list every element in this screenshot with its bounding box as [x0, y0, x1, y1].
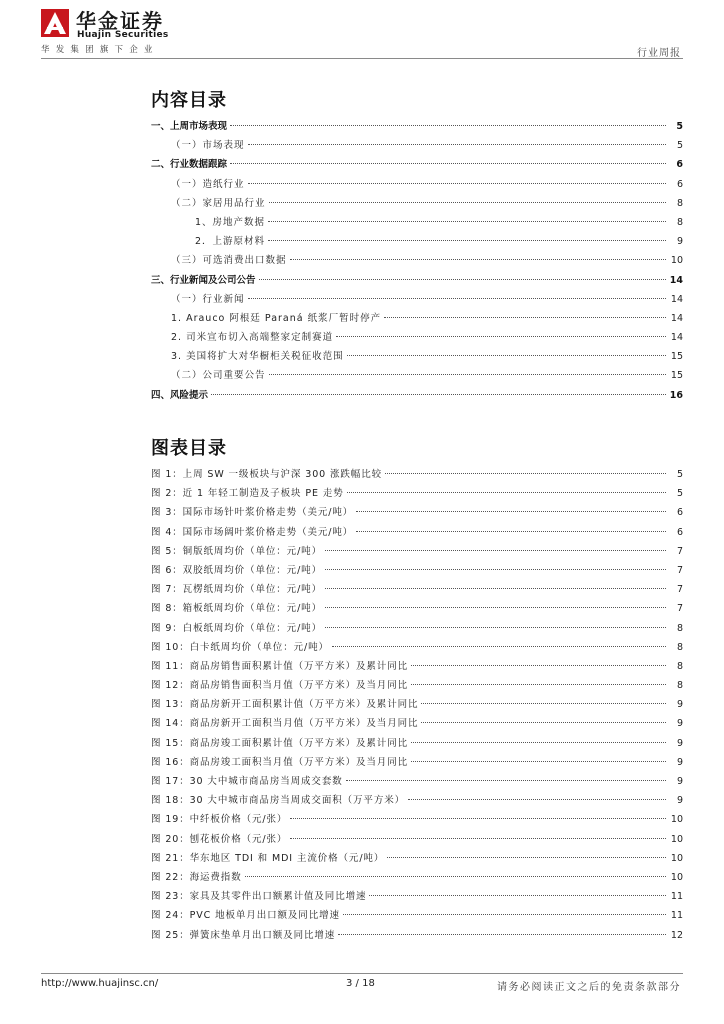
- figure-entry[interactable]: [151, 677, 683, 696]
- figure-entry-page: 8: [676, 622, 683, 634]
- toc-entry-page: 14: [670, 332, 683, 344]
- figure-entry[interactable]: [151, 831, 683, 850]
- toc-entry-page: 10: [670, 255, 683, 267]
- dot-leader: [411, 684, 666, 685]
- toc-entry-text: （一）行业新闻: [171, 293, 245, 305]
- dot-leader: [347, 492, 666, 493]
- figure-entry-text: 图 18：30 大中城市商品房当周成交面积（万平方米）: [151, 795, 406, 807]
- figure-entry-text: 图 16：商品房竣工面积当月值（万平方米）及当月同比: [151, 756, 409, 768]
- dot-leader: [384, 317, 666, 318]
- dot-leader: [421, 703, 666, 704]
- figure-entry[interactable]: [151, 811, 683, 830]
- figure-entry-page: 9: [676, 699, 683, 711]
- toc-entry[interactable]: [151, 156, 683, 175]
- dot-leader: [248, 144, 666, 145]
- figure-entry-page: 9: [676, 756, 683, 768]
- toc-entry-page: 9: [676, 236, 683, 248]
- figure-entry-page: 11: [670, 891, 683, 903]
- figure-entry-text: 图 6：双胶纸周均价（单位：元/吨）: [151, 564, 322, 576]
- figure-list: [151, 466, 683, 946]
- figure-entry-text: 图 19：中纤板价格（元/张）: [151, 814, 288, 826]
- figure-entry[interactable]: [151, 600, 683, 619]
- group-tagline: 华发集团旗下企业: [41, 45, 159, 55]
- figure-entry-page: 7: [676, 584, 683, 596]
- figure-entry-text: 图 13：商品房新开工面积累计值（万平方米）及累计同比: [151, 699, 419, 711]
- figure-list-title: 图表目录: [151, 438, 227, 459]
- dot-leader: [411, 761, 666, 762]
- toc-entry[interactable]: [151, 329, 683, 348]
- toc-entry-page: 14: [670, 312, 683, 324]
- toc-entry[interactable]: [151, 137, 683, 156]
- dot-leader: [268, 240, 666, 241]
- toc-entry-page: 14: [669, 274, 683, 286]
- footer-divider: [41, 973, 683, 974]
- figure-entry-page: 5: [676, 488, 683, 500]
- figure-entry-text: 图 24：PVC 地板单月出口额及同比增速: [151, 910, 340, 922]
- dot-leader: [332, 646, 666, 647]
- figure-entry-text: 图 11：商品房销售面积累计值（万平方米）及累计同比: [151, 660, 409, 672]
- figure-entry[interactable]: [151, 735, 683, 754]
- figure-entry-page: 8: [676, 641, 683, 653]
- figure-entry-page: 11: [670, 910, 683, 922]
- toc-entry[interactable]: [151, 348, 683, 367]
- figure-entry-page: 10: [670, 814, 683, 826]
- header-divider: [41, 58, 683, 59]
- dot-leader: [290, 259, 666, 260]
- figure-entry-page: 7: [676, 603, 683, 615]
- figure-entry[interactable]: [151, 754, 683, 773]
- figure-entry-text: 图 3：国际市场针叶浆价格走势（美元/吨）: [151, 507, 354, 519]
- company-name-cn: 华金证券: [76, 9, 164, 33]
- toc-entry[interactable]: [151, 176, 683, 195]
- toc-entry-text: 四、风险提示: [151, 389, 209, 401]
- dot-leader: [411, 665, 666, 666]
- toc-entry-page: 8: [676, 216, 683, 228]
- dot-leader: [211, 394, 666, 395]
- figure-entry-page: 9: [676, 737, 683, 749]
- toc-entry-page: 14: [670, 293, 683, 305]
- figure-entry-text: 图 15：商品房竣工面积累计值（万平方米）及累计同比: [151, 737, 409, 749]
- dot-leader: [338, 934, 666, 935]
- dot-leader: [325, 607, 666, 608]
- toc-entry[interactable]: [151, 272, 683, 291]
- dot-leader: [269, 374, 666, 375]
- figure-entry-page: 6: [676, 507, 683, 519]
- figure-entry-page: 12: [670, 929, 683, 941]
- toc-entry-text: 3. 美国将扩大对华橱柜关税征收范围: [171, 351, 344, 363]
- figure-entry-text: 图 17：30 大中城市商品房当周成交套数: [151, 776, 343, 787]
- figure-entry-text: 图 21：华东地区 TDI 和 MDI 主流价格（元/吨）: [151, 852, 385, 864]
- dot-leader: [245, 876, 666, 877]
- figure-entry-page: 10: [670, 852, 683, 864]
- figure-entry-page: 8: [676, 680, 683, 692]
- figure-entry-text: 图 14：商品房新开工面积当月值（万平方米）及当月同比: [151, 718, 419, 730]
- toc-entry[interactable]: [151, 214, 683, 233]
- figure-entry[interactable]: [151, 485, 683, 504]
- toc-entry-text: （三）可选消费出口数据: [171, 255, 287, 267]
- dot-leader: [347, 355, 666, 356]
- figure-entry-text: 图 5：铜版纸周均价（单位：元/吨）: [151, 545, 322, 557]
- dot-leader: [325, 627, 666, 628]
- dot-leader: [269, 202, 666, 203]
- figure-entry[interactable]: [151, 907, 683, 926]
- toc-entry-text: 1. Arauco 阿根廷 Paraná 纸浆厂暂时停产: [171, 312, 382, 324]
- figure-entry[interactable]: [151, 620, 683, 639]
- toc-title: 内容目录: [151, 90, 227, 111]
- dot-leader: [290, 838, 666, 839]
- dot-leader: [230, 163, 666, 164]
- figure-entry[interactable]: [151, 524, 683, 543]
- dot-leader: [268, 221, 666, 222]
- dot-leader: [290, 818, 666, 819]
- toc-entry-page: 6: [676, 178, 683, 190]
- page-header: [0, 0, 724, 60]
- dot-leader: [325, 569, 666, 570]
- dot-leader: [248, 298, 666, 299]
- toc-entry-text: 2．上游原材料: [195, 236, 266, 248]
- toc-entry-text: 一、上周市场表现: [151, 121, 228, 132]
- figure-entry-text: 图 2：近 1 年轻工制造及子板块 PE 走势: [151, 488, 344, 500]
- toc-entry[interactable]: [151, 367, 683, 386]
- toc-entry-text: 三、行业新闻及公司公告: [151, 274, 256, 286]
- toc-entry-page: 5: [676, 121, 683, 132]
- dot-leader: [408, 799, 666, 800]
- toc-entry-page: 6: [676, 159, 683, 171]
- figure-entry-page: 7: [676, 545, 683, 557]
- figure-entry-text: 图 7：瓦楞纸周均价（单位：元/吨）: [151, 584, 322, 596]
- figure-entry[interactable]: [151, 543, 683, 562]
- dot-leader: [411, 742, 666, 743]
- toc-entry[interactable]: [151, 195, 683, 214]
- figure-entry-text: 图 23：家具及其零件出口额累计值及同比增速: [151, 891, 367, 903]
- figure-entry[interactable]: [151, 581, 683, 600]
- toc-entry-page: 5: [676, 140, 683, 152]
- dot-leader: [248, 183, 666, 184]
- figure-entry[interactable]: [151, 466, 683, 485]
- toc-entry-text: 2. 司米宣布切入高端整家定制赛道: [171, 332, 334, 344]
- figure-entry-text: 图 25：弹簧床垫单月出口额及同比增速: [151, 929, 336, 941]
- figure-entry-page: 6: [676, 526, 683, 538]
- figure-entry-text: 图 8：箱板纸周均价（单位：元/吨）: [151, 603, 322, 615]
- dot-leader: [356, 531, 666, 532]
- dot-leader: [385, 473, 666, 474]
- toc-entry[interactable]: [151, 387, 683, 406]
- dot-leader: [346, 780, 666, 781]
- toc-entry-text: （一）造纸行业: [171, 178, 245, 190]
- toc-entry[interactable]: [151, 233, 683, 252]
- dot-leader: [369, 895, 666, 896]
- dot-leader: [421, 722, 666, 723]
- figure-entry-text: 图 1：上周 SW 一级板块与沪深 300 涨跌幅比较: [151, 469, 382, 480]
- table-of-contents: [151, 118, 683, 406]
- dot-leader: [325, 550, 666, 551]
- footer-url[interactable]: http://www.huajinsc.cn/: [41, 978, 159, 989]
- toc-entry-text: 1、房地产数据: [195, 216, 266, 228]
- company-name-en: Huajin Securities: [77, 30, 169, 40]
- figure-entry[interactable]: [151, 773, 683, 792]
- dot-leader: [230, 125, 666, 126]
- dot-leader: [259, 279, 666, 280]
- figure-entry-text: 图 9：白板纸周均价（单位：元/吨）: [151, 622, 322, 634]
- figure-entry[interactable]: [151, 562, 683, 581]
- toc-entry[interactable]: [151, 291, 683, 310]
- huajin-logo-icon: [41, 9, 69, 37]
- figure-entry-text: 图 20：刨花板价格（元/张）: [151, 833, 288, 845]
- figure-entry-text: 图 4：国际市场阔叶浆价格走势（美元/吨）: [151, 526, 354, 538]
- figure-entry[interactable]: [151, 869, 683, 888]
- dot-leader: [356, 511, 666, 512]
- figure-entry-text: 图 22：海运费指数: [151, 871, 242, 883]
- report-type: 行业周报: [637, 48, 681, 59]
- figure-entry-page: 10: [670, 833, 683, 845]
- figure-entry[interactable]: [151, 715, 683, 734]
- toc-entry[interactable]: [151, 118, 683, 137]
- toc-entry-text: （一）市场表现: [171, 140, 245, 152]
- toc-entry-page: 15: [670, 351, 683, 363]
- figure-entry[interactable]: [151, 850, 683, 869]
- page-number: 3 / 18: [346, 978, 375, 989]
- figure-entry-page: 10: [670, 871, 683, 883]
- figure-entry-page: 8: [676, 660, 683, 672]
- toc-entry-text: （二）家居用品行业: [171, 197, 266, 209]
- figure-entry[interactable]: [151, 888, 683, 907]
- figure-entry-text: 图 12：商品房销售面积当月值（万平方米）及当月同比: [151, 680, 409, 692]
- figure-entry[interactable]: [151, 658, 683, 677]
- dot-leader: [336, 336, 666, 337]
- toc-entry[interactable]: [151, 310, 683, 329]
- toc-entry-page: 8: [676, 197, 683, 209]
- figure-entry-page: 7: [676, 564, 683, 576]
- figure-entry[interactable]: [151, 696, 683, 715]
- figure-entry-text: 图 10：白卡纸周均价（单位：元/吨）: [151, 641, 329, 653]
- figure-entry-page: 9: [676, 718, 683, 730]
- figure-entry-page: 9: [676, 795, 683, 807]
- figure-entry-page: 9: [676, 776, 683, 787]
- figure-entry[interactable]: [151, 639, 683, 658]
- toc-entry[interactable]: [151, 252, 683, 271]
- toc-entry-page: 16: [669, 389, 683, 401]
- figure-entry[interactable]: [151, 792, 683, 811]
- toc-entry-text: 二、行业数据跟踪: [151, 159, 228, 171]
- figure-entry[interactable]: [151, 504, 683, 523]
- footer-disclaimer: 请务必阅读正文之后的免责条款部分: [497, 982, 681, 993]
- toc-entry-page: 15: [670, 370, 683, 382]
- dot-leader: [343, 914, 666, 915]
- figure-entry-page: 5: [676, 469, 683, 480]
- dot-leader: [325, 588, 666, 589]
- toc-entry-text: （二）公司重要公告: [171, 370, 266, 382]
- dot-leader: [387, 857, 666, 858]
- figure-entry[interactable]: [151, 927, 683, 946]
